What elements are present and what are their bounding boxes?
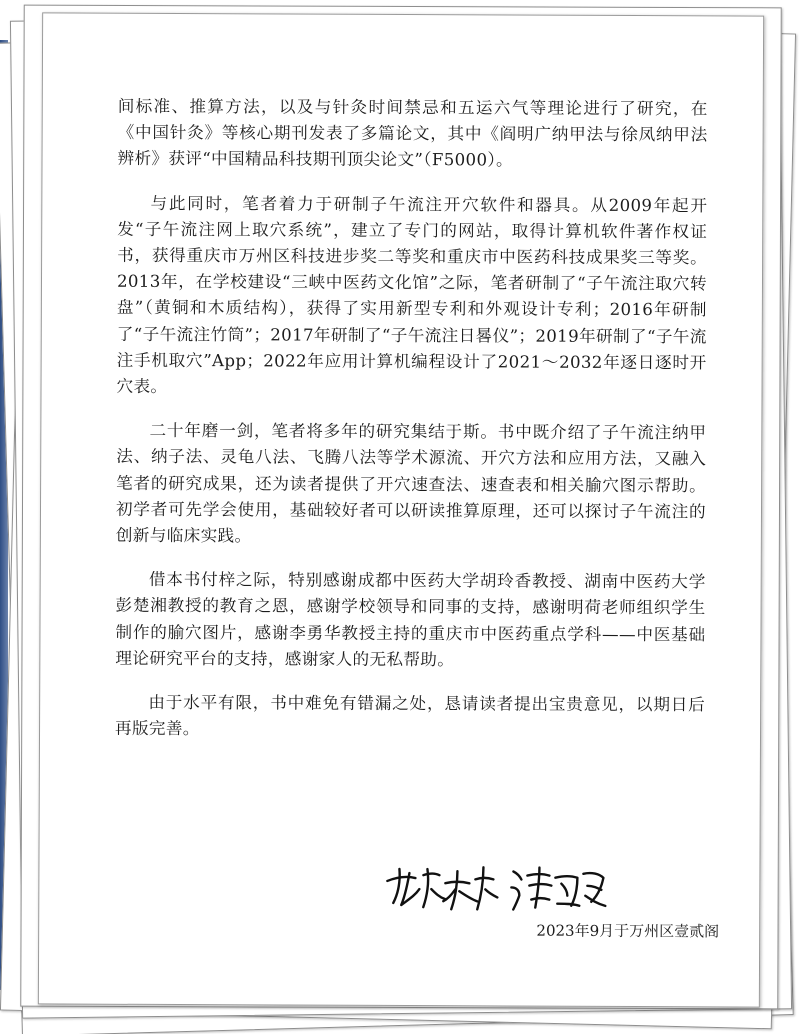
body-text	[115, 94, 708, 763]
document-page	[38, 12, 764, 1007]
date-signoff: 2023年9月于万州区壹贰阁	[536, 921, 720, 941]
handwritten-signatures	[379, 859, 609, 916]
paragraph: 与此同时，笔者着力于研制子午流注开穴软件和器具。从2009年起开发“子午流注网上取穴系统”，建立了专门的网站，取得计算机软件著作权证书，获得重庆市万州区科技进步奖二等奖和重庆市中医药科技成果奖三等奖。2013年，在学校建设“三峡中医药文化馆”之际，笔者研制了“子午流注取穴转盘”（黄铜和木质结构），获得了实用新型专利和外观设计专利；2016年研制了“子午流注竹筒”；2017年研制了“子午流注日晷仪”；2019年研制了“子午流注手机取穴”App；2022年应用计算机编程设计了2021～2032年逐日逐时开穴表。	[116, 193, 708, 397]
paragraph: 借本书付梓之际，特别感谢成都中医药大学胡玲香教授、湖南中医药大学彭楚湘教授的教育之恩，感谢学校领导和同事的支持，感谢明荷老师组织学生制作的腧穴图片，感谢李勇华教授主持的重庆市中医药重点学科——中医基础理论研究平台的支持，感谢家人的无私帮助。	[115, 570, 706, 670]
signature-2	[511, 867, 605, 909]
paragraph: 二十年磨一剑，笔者将多年的研究集结于斯。书中既介绍了子午流注纳甲法、纳子法、灵龟八法、飞腾八法等学术源流、开穴方法和应用方法，又融入笔者的研究成果，还为读者提供了开穴速查法、速查表和相关腧穴图示帮助。初学者可先学会使用，基础较好者可以研读推算原理，还可以探讨子午流注的创新与临床实践。	[115, 421, 707, 546]
paragraph: 间标准、推算方法，以及与针灸时间禁忌和五运六气等理论进行了研究，在《中国针灸》等核心期刊发表了多篇论文，其中《阎明广纳甲法与徐凤纳甲法辨析》获评“中国精品科技期刊顶尖论文”（F5000）。	[117, 96, 708, 170]
signature-1	[387, 867, 497, 909]
paragraph: 由于水平有限，书中难免有错漏之处，恳请读者提出宝贵意见，以期日后再版完善。	[115, 692, 706, 739]
